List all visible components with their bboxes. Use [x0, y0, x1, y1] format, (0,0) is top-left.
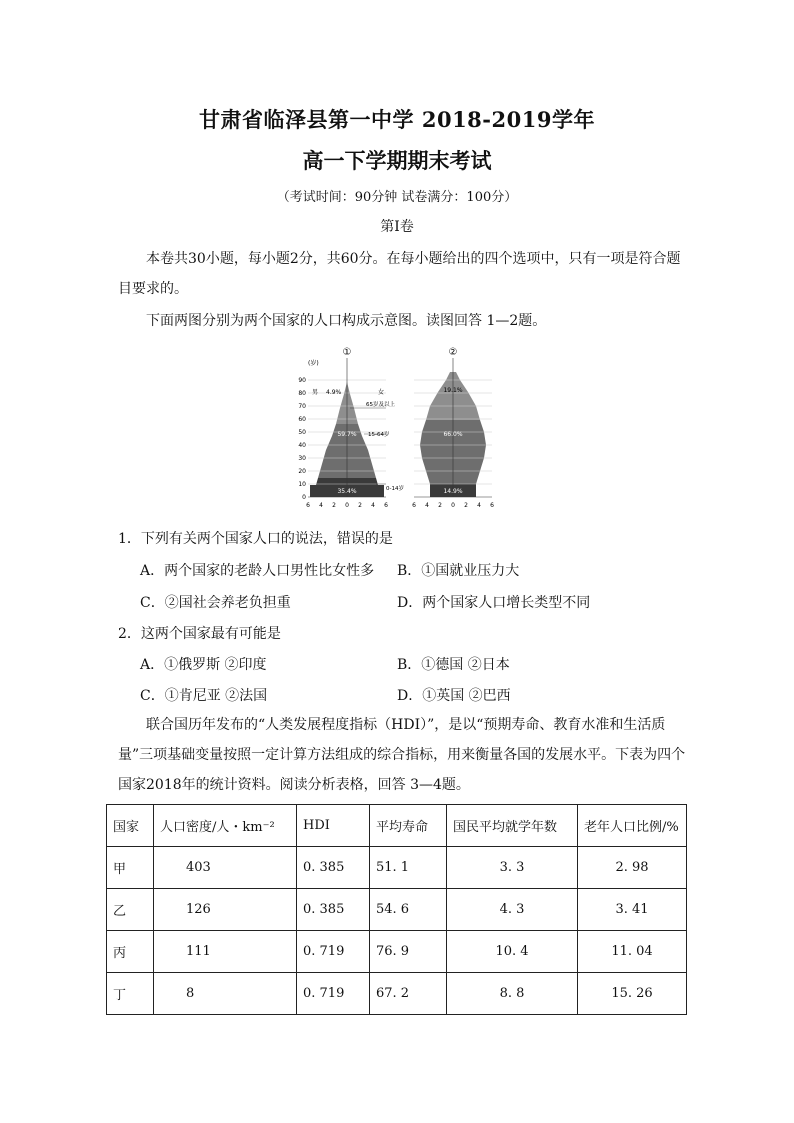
exam-info: （考试时间：90分钟 试卷满分：100分） [276, 190, 518, 205]
x-tick: 6 [306, 502, 310, 509]
table-cell: 51. 1 [370, 847, 447, 889]
table-cell: 67. 2 [370, 973, 447, 1015]
table-cell: 8 [154, 973, 297, 1015]
table-header-row [107, 805, 687, 847]
population-pyramids-figure [290, 344, 500, 514]
table-header: 国民平均就学年数 [447, 805, 578, 847]
y-tick: 40 [298, 442, 306, 449]
country-statistics-table [106, 804, 687, 1015]
table-cell: 3. 41 [578, 889, 687, 931]
right-pyramid [412, 358, 494, 509]
band-old-label: 65岁及以上 [366, 402, 395, 408]
table-row [107, 931, 687, 973]
x-tick: 4 [425, 502, 429, 509]
table-cell: 3. 3 [447, 847, 578, 889]
y-tick: 50 [298, 429, 306, 436]
table-cell: 甲 [107, 847, 154, 889]
q2-option-a: A．①俄罗斯 ②印度 [140, 657, 267, 673]
left-young-pct: 35.4% [337, 488, 357, 495]
male-label: 男 [312, 389, 319, 396]
y-tick-labels [298, 377, 306, 501]
q2-option-d: D．①英国 ②巴西 [397, 688, 511, 704]
left-mid-pct: 59.7% [337, 431, 357, 438]
x-tick: 4 [319, 502, 323, 509]
table-row [107, 973, 687, 1015]
y-tick: 70 [298, 403, 306, 410]
y-tick: 90 [298, 377, 306, 384]
y-tick: 20 [298, 468, 306, 475]
q1-option-b: B．①国就业压力大 [397, 563, 520, 579]
female-label: 女 [378, 389, 385, 396]
x-tick: 0 [345, 502, 349, 509]
x-tick: 6 [490, 502, 494, 509]
table-header: 人口密度/人・km⁻² [154, 805, 297, 847]
table-cell: 0. 385 [297, 847, 370, 889]
table-header: 平均寿命 [370, 805, 447, 847]
table-cell: 11. 04 [578, 931, 687, 973]
x-tick: 4 [477, 502, 481, 509]
table-cell: 4. 3 [447, 889, 578, 931]
left-chart-label: ① [342, 347, 352, 358]
table-header: 国家 [107, 805, 154, 847]
band-mid-label: 15-64岁 [368, 432, 390, 438]
y-tick: 10 [298, 481, 306, 488]
left-pyramid [306, 358, 404, 509]
instructions-paragraph: 本卷共30小题，每小题2分，共60分。在每小题给出的四个选项中，只有一项是符合题目要求的。 [118, 251, 681, 297]
table-cell: 10. 4 [447, 931, 578, 973]
q1-option-d: D．两个国家人口增长类型不同 [397, 595, 591, 611]
right-x-ticks [412, 502, 494, 509]
y-tick: 30 [298, 455, 306, 462]
y-tick: 80 [298, 390, 306, 397]
table-cell: 0. 385 [297, 889, 370, 931]
table-cell: 0. 719 [297, 973, 370, 1015]
age-unit-label: (岁) [308, 360, 319, 367]
table-cell: 乙 [107, 889, 154, 931]
x-tick: 2 [332, 502, 336, 509]
table-cell: 丙 [107, 931, 154, 973]
right-young-pct: 14.9% [443, 488, 463, 495]
table-cell: 丁 [107, 973, 154, 1015]
x-tick: 2 [464, 502, 468, 509]
exam-title-line2: 高一下学期期末考试 [302, 148, 492, 173]
x-tick: 2 [438, 502, 442, 509]
x-tick: 6 [412, 502, 416, 509]
x-tick: 6 [384, 502, 388, 509]
question-2-stem: 2．这两个国家最有可能是 [118, 626, 281, 642]
hdi-paragraph: 联合国历年发布的“人类发展程度指标（HDI）”，是以“预期寿命、教育水准和生活质量”三项基础变量按照一定计算方法组成的综合指标，用来衡量各国的发展水平。下表为四个国家2018年的统计资料。阅读分析表格，回答 3—4题。 [118, 717, 686, 793]
left-x-ticks [306, 502, 388, 509]
table-cell: 54. 6 [370, 889, 447, 931]
table-header: HDI [297, 805, 370, 847]
right-chart-label: ② [448, 347, 458, 358]
right-mid-pct: 66.0% [443, 431, 463, 438]
table-header: 老年人口比例/% [578, 805, 687, 847]
x-tick: 4 [371, 502, 375, 509]
table-cell: 0. 719 [297, 931, 370, 973]
exam-title-line1: 甘肃省临泽县第一中学 2018-2019学年 [199, 107, 595, 132]
left-old-pct: 4.9% [326, 389, 342, 396]
question-1-stem: 1．下列有关两个国家人口的说法，错误的是 [118, 531, 393, 547]
x-tick: 2 [358, 502, 362, 509]
table-cell: 126 [154, 889, 297, 931]
y-tick: 0 [302, 494, 306, 501]
q2-option-b: B．①德国 ②日本 [397, 657, 510, 673]
table-cell: 76. 9 [370, 931, 447, 973]
table-cell: 111 [154, 931, 297, 973]
x-tick: 0 [451, 502, 455, 509]
right-old-pct: 19.1% [443, 387, 463, 394]
band-young-label: 0-14岁 [386, 486, 404, 492]
q1-option-c: C．②国社会养老负担重 [140, 595, 291, 611]
table-cell: 8. 8 [447, 973, 578, 1015]
table-row [107, 889, 687, 931]
table-row [107, 847, 687, 889]
q1-option-a: A．两个国家的老龄人口男性比女性多 [140, 563, 375, 579]
q2-option-c: C．①肯尼亚 ②法国 [140, 688, 268, 704]
table-cell: 403 [154, 847, 297, 889]
table-cell: 15. 26 [578, 973, 687, 1015]
table-cell: 2. 98 [578, 847, 687, 889]
figure-prompt: 下面两图分别为两个国家的人口构成示意图。读图回答 1—2题。 [146, 313, 547, 329]
section-heading: 第Ⅰ卷 [380, 219, 414, 235]
y-tick: 60 [298, 416, 306, 423]
